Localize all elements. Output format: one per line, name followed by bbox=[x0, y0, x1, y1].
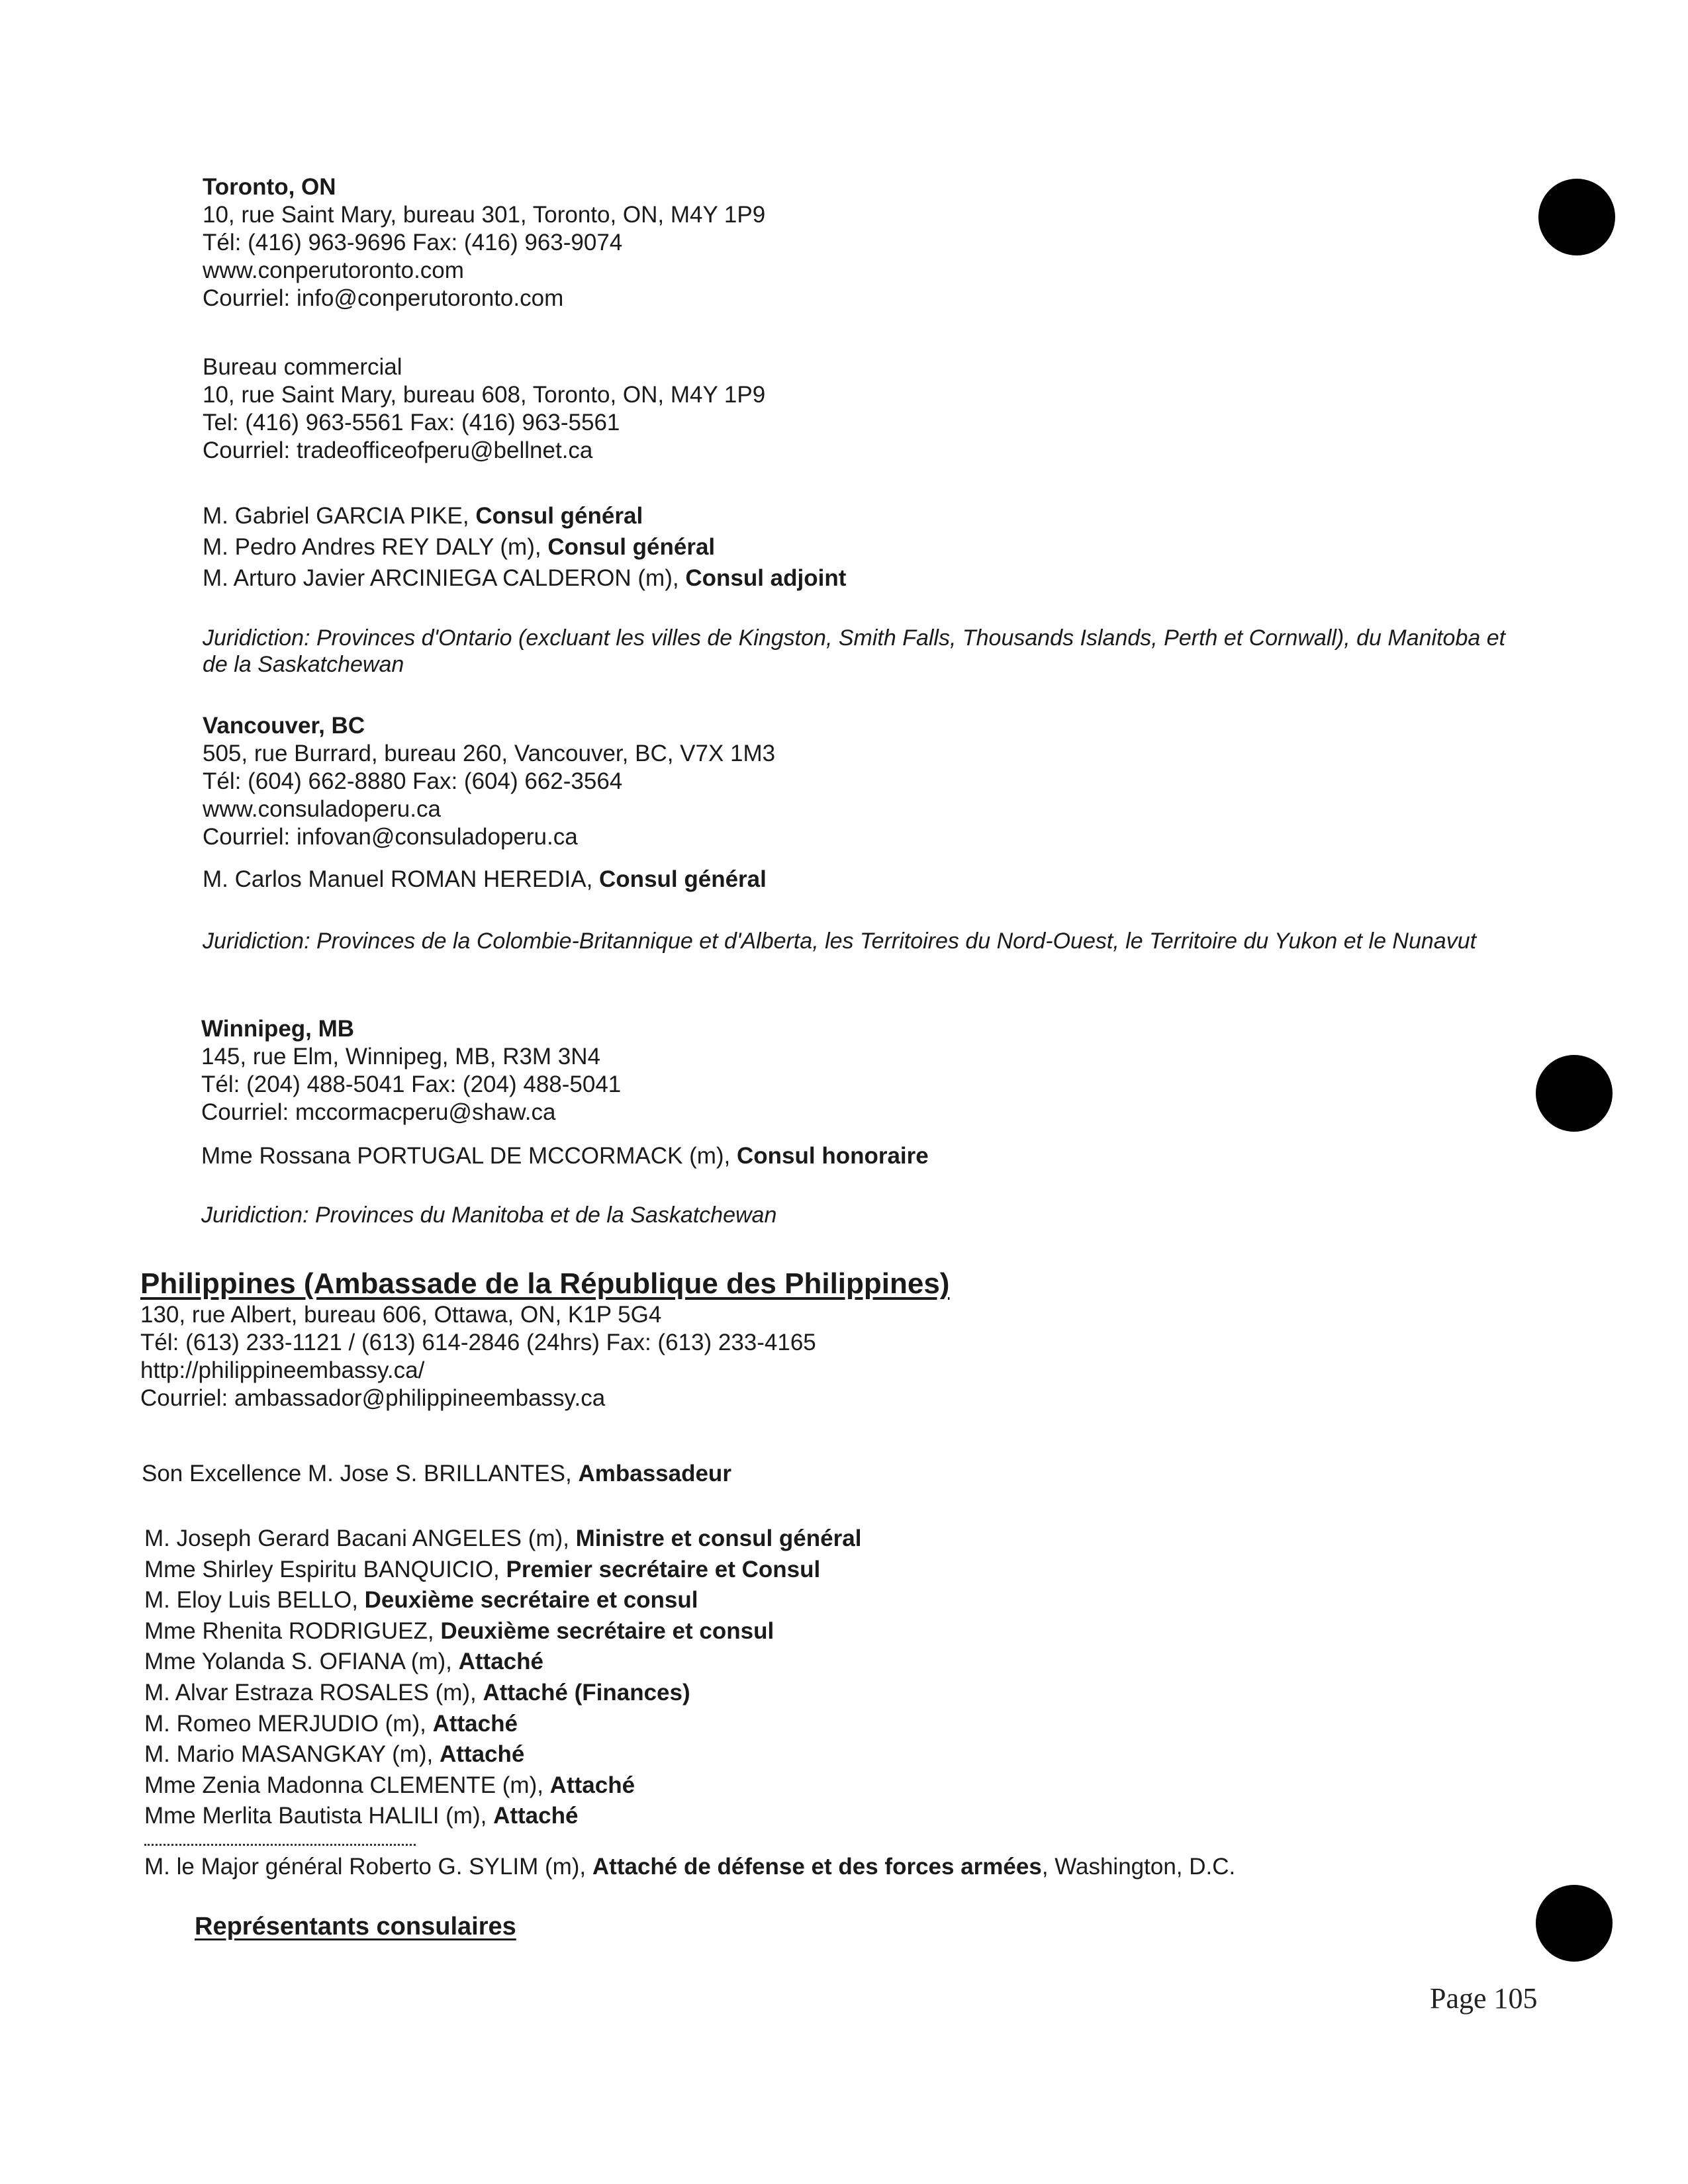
staff-name: M. Pedro Andres REY DALY (m), bbox=[203, 534, 548, 560]
philippines-website: http://philippineembassy.ca/ bbox=[140, 1357, 425, 1383]
page-number: Page 105 bbox=[1430, 1982, 1538, 2015]
staff-name: M. Gabriel GARCIA PIKE, bbox=[203, 503, 476, 529]
staff-name: M. Joseph Gerard Bacani ANGELES (m), bbox=[144, 1525, 576, 1551]
toronto-address: 10, rue Saint Mary, bureau 301, Toronto, ON, M4Y 1P9 bbox=[203, 202, 766, 228]
toronto-jurisdiction: Juridiction: Provinces d'Ontario (excluant les villes de Kingston, Smith Falls, Thousands Islands, Perth et Cornwall), du Manitoba et de la Saskatchewan bbox=[203, 625, 1506, 677]
staff-name: Mme Shirley Espiritu BANQUICIO, bbox=[144, 1556, 506, 1582]
staff-entry bbox=[144, 1524, 861, 1555]
philippines-phone: Tél: (613) 233-1121 / (613) 614-2846 (24hrs) Fax: (613) 233-4165 bbox=[140, 1330, 816, 1355]
staff-entry bbox=[144, 1801, 861, 1832]
toronto-phone: Tél: (416) 963-9696 Fax: (416) 963-9074 bbox=[203, 230, 623, 255]
toronto-bureau-block bbox=[203, 353, 765, 465]
toronto-staff-list bbox=[203, 500, 846, 594]
ambassador-title: Ambassadeur bbox=[578, 1461, 731, 1486]
winnipeg-city: Winnipeg, MB bbox=[201, 1016, 355, 1042]
philippines-contact-block bbox=[140, 1301, 816, 1412]
winnipeg-address: 145, rue Elm, Winnipeg, MB, R3M 3N4 bbox=[201, 1044, 601, 1069]
vancouver-email: Courriel: infovan@consuladoperu.ca bbox=[203, 824, 578, 850]
staff-entry bbox=[144, 1678, 861, 1709]
staff-title: Consul général bbox=[475, 503, 643, 529]
philippines-address: 130, rue Albert, bureau 606, Ottawa, ON, K1P 5G4 bbox=[140, 1302, 662, 1328]
winnipeg-phone: Tél: (204) 488-5041 Fax: (204) 488-5041 bbox=[201, 1071, 622, 1097]
staff-name: M. Alvar Estraza ROSALES (m), bbox=[144, 1679, 483, 1706]
staff-entry bbox=[203, 563, 846, 594]
staff-name: Mme Yolanda S. OFIANA (m), bbox=[144, 1649, 459, 1675]
ambassador-name: Son Excellence M. Jose S. BRILLANTES, bbox=[142, 1461, 579, 1486]
toronto-city: Toronto, ON bbox=[203, 174, 336, 200]
winnipeg-contact-block bbox=[201, 1015, 621, 1126]
staff-title: Ministre et consul général bbox=[575, 1525, 862, 1551]
staff-title: Premier secrétaire et Consul bbox=[506, 1556, 821, 1582]
staff-name: Mme Rhenita RODRIGUEZ, bbox=[144, 1617, 441, 1644]
staff-title: Attaché (Finances) bbox=[483, 1679, 690, 1706]
vancouver-address: 505, rue Burrard, bureau 260, Vancouver, BC, V7X 1M3 bbox=[203, 741, 776, 766]
defense-attache-name: M. le Major général Roberto G. SYLIM (m), bbox=[144, 1854, 592, 1880]
dotted-separator bbox=[144, 1844, 416, 1846]
defense-attache-location: , Washington, D.C. bbox=[1041, 1854, 1236, 1880]
vancouver-jurisdiction: Juridiction: Provinces de la Colombie-Britannique et d'Alberta, les Territoires du Nord-Ouest, le Territoire du Yukon et le Nunavut bbox=[203, 929, 1477, 954]
staff-name: M. Arturo Javier ARCINIEGA CALDERON (m), bbox=[203, 565, 686, 591]
staff-name: M. Romeo MERJUDIO (m), bbox=[144, 1710, 433, 1737]
toronto-contact-block bbox=[203, 173, 765, 312]
staff-title: Attaché bbox=[432, 1710, 518, 1737]
punch-hole-bottom bbox=[1536, 1885, 1613, 1962]
staff-entry bbox=[203, 531, 846, 563]
staff-title: Consul général bbox=[599, 866, 767, 892]
staff-title: Consul général bbox=[547, 534, 716, 560]
ambassador-entry bbox=[142, 1460, 731, 1488]
staff-entry bbox=[201, 1142, 929, 1170]
toronto-website: www.conperutoronto.com bbox=[203, 257, 464, 283]
defense-attache-title: Attaché de défense et des forces armées bbox=[592, 1854, 1042, 1880]
philippines-staff-list bbox=[144, 1524, 861, 1832]
bureau-label: Bureau commercial bbox=[203, 354, 402, 380]
staff-name: Mme Zenia Madonna CLEMENTE (m), bbox=[144, 1772, 550, 1798]
staff-entry bbox=[144, 1770, 861, 1801]
staff-title: Consul adjoint bbox=[685, 565, 847, 591]
winnipeg-email: Courriel: mccormacperu@shaw.ca bbox=[201, 1099, 556, 1125]
vancouver-city: Vancouver, BC bbox=[203, 713, 365, 739]
staff-entry bbox=[203, 866, 767, 893]
staff-name: Mme Merlita Bautista HALILI (m), bbox=[144, 1803, 494, 1829]
staff-entry bbox=[144, 1647, 861, 1678]
philippines-email: Courriel: ambassador@philippineembassy.ca bbox=[140, 1385, 606, 1411]
punch-hole-top bbox=[1538, 179, 1615, 255]
bureau-phone: Tel: (416) 963-5561 Fax: (416) 963-5561 bbox=[203, 410, 620, 435]
staff-entry bbox=[144, 1739, 861, 1770]
staff-title: Attaché bbox=[439, 1741, 525, 1768]
vancouver-contact-block bbox=[203, 712, 775, 851]
staff-title: Attaché bbox=[493, 1803, 579, 1829]
winnipeg-jurisdiction: Juridiction: Provinces du Manitoba et de la Saskatchewan bbox=[201, 1203, 777, 1228]
punch-hole-middle bbox=[1536, 1055, 1613, 1132]
staff-name: M. Carlos Manuel ROMAN HEREDIA, bbox=[203, 866, 600, 892]
staff-title: Deuxième secrétaire et consul bbox=[364, 1587, 698, 1614]
consular-representatives-heading: Représentants consulaires bbox=[195, 1913, 516, 1940]
staff-title: Consul honoraire bbox=[737, 1143, 929, 1169]
staff-entry bbox=[144, 1555, 861, 1586]
bureau-email: Courriel: tradeofficeofperu@bellnet.ca bbox=[203, 437, 593, 463]
vancouver-phone: Tél: (604) 662-8880 Fax: (604) 662-3564 bbox=[203, 768, 623, 794]
staff-name: M. Eloy Luis BELLO, bbox=[144, 1587, 365, 1614]
staff-entry bbox=[144, 1709, 861, 1740]
defense-attache-entry bbox=[144, 1853, 1235, 1881]
staff-entry bbox=[144, 1616, 861, 1647]
philippines-heading: Philippines (Ambassade de la République des Philippines) bbox=[140, 1267, 950, 1300]
staff-name: M. Mario MASANGKAY (m), bbox=[144, 1741, 440, 1768]
staff-entry bbox=[203, 500, 846, 531]
staff-entry bbox=[144, 1585, 861, 1616]
staff-name: Mme Rossana PORTUGAL DE MCCORMACK (m), bbox=[201, 1143, 737, 1169]
bureau-address: 10, rue Saint Mary, bureau 608, Toronto, ON, M4Y 1P9 bbox=[203, 382, 766, 408]
staff-title: Attaché bbox=[549, 1772, 635, 1798]
vancouver-website: www.consuladoperu.ca bbox=[203, 796, 441, 822]
toronto-email: Courriel: info@conperutoronto.com bbox=[203, 285, 564, 311]
staff-title: Deuxième secrétaire et consul bbox=[440, 1617, 774, 1644]
staff-title: Attaché bbox=[458, 1649, 543, 1675]
